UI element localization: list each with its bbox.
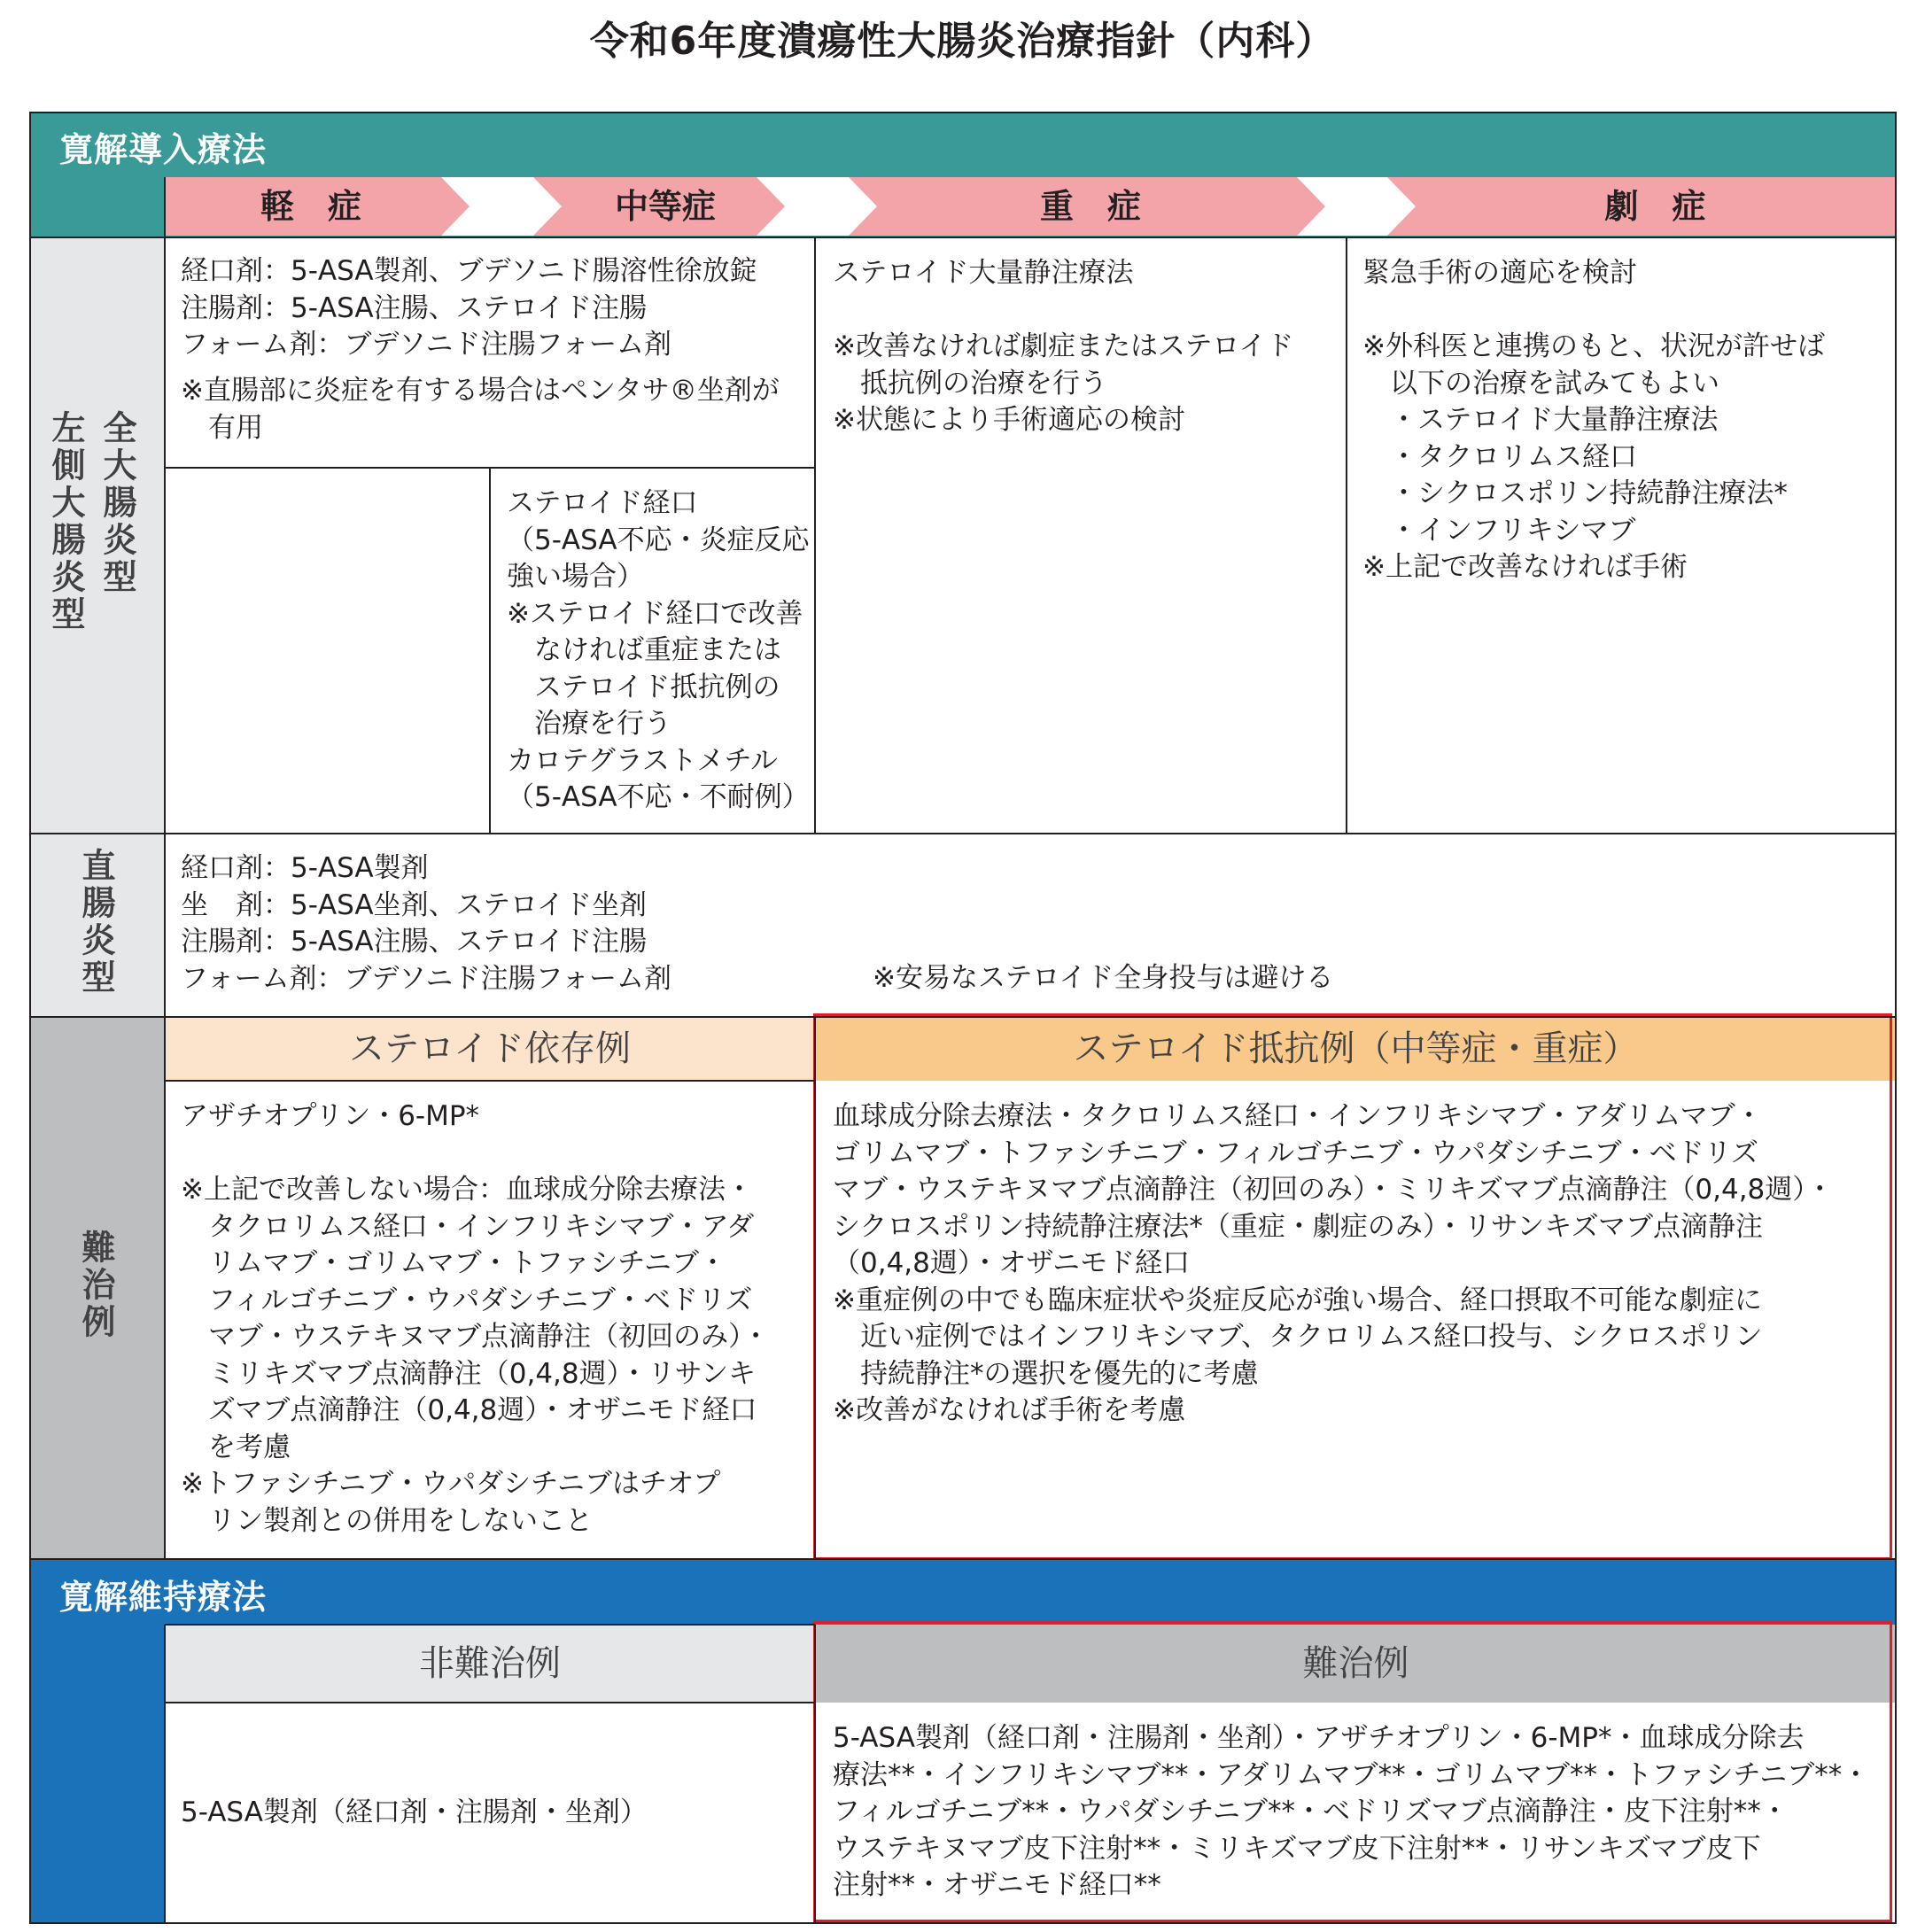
rule-before-proctitis [29, 833, 1897, 834]
rule-side-col-maint [164, 1625, 166, 1924]
total-colitis-label: 全大腸炎型 [97, 410, 136, 596]
mild-moderate-note: ※直腸部に炎症を有する場合はペンタサ®坐剤が 有用 [181, 375, 780, 444]
non-refractory-text: 5-ASA製剤（経口剤・注腸剤・坐剤） [181, 1796, 648, 1828]
induction-label: 寛解導入療法 [59, 130, 268, 169]
maintenance-label: 寛解維持療法 [59, 1578, 268, 1617]
severe-text: ステロイド大量静注療法 ※改善なければ劇症またはステロイド 抵抗例の治療を行う ※状態により手術適応の検討 [833, 257, 1294, 436]
rule-refractory-split [814, 1017, 816, 1559]
rule-before-refractory [29, 1016, 1897, 1018]
mild-moderate-drugs: 経口剤：5-ASA製剤、ブデソニド腸溶性徐放錠 注腸剤：5-ASA注腸、ステロイド注腸 フォーム剤：ブデソニド注腸フォーム剤 [181, 255, 757, 361]
severity-fulminant: 劇 症 [1604, 187, 1706, 226]
rule-mod-severe [814, 237, 816, 834]
rule-under-arrows [29, 237, 1897, 238]
left-colitis-label: 左側大腸炎型 [46, 410, 85, 633]
proctitis-note: ※安易なステロイド全身投与は避ける [873, 962, 1334, 994]
rule-maint-split [814, 1625, 816, 1924]
non-refractory-header: 非難治例 [419, 1643, 561, 1684]
moderate-steroid-text: ステロイド経口 （5-ASA不応・炎症反応 強い場合） ※ステロイド経口で改善 なければ重症または ステロイド抵抗例の 治療を行う カロテグラストメチル （5-ASA不応・不耐例） [507, 487, 810, 813]
steroid-dependent-header: ステロイド依存例 [349, 1028, 631, 1069]
refractory-maint-header: 難治例 [1302, 1643, 1409, 1684]
rule-maint-top [165, 1624, 815, 1626]
proctitis-drugs: 経口剤：5-ASA製剤 坐 剤：5-ASA坐剤、ステロイド坐剤 注腸剤：5-ASA注腸、ステロイド注腸 フォーム剤：ブデソニド注腸フォーム剤 [181, 852, 671, 995]
rule-maint-hdr [165, 1702, 815, 1703]
steroid-resistant-header: ステロイド抵抗例（中等症・重症） [1073, 1028, 1639, 1069]
severity-mild: 軽 症 [260, 187, 361, 226]
rule-before-maintenance [29, 1558, 1897, 1560]
refractory-label: 難治例 [76, 1230, 115, 1341]
refractory-maint-text: 5-ASA製剤（経口剤・注腸剤・坐剤）・アザチオプリン・6-MP*・血球成分除去 療法**・インフリキシマブ**・アダリムマブ**・ゴリムマブ**・トファシチニブ**・ フィルゴチニブ**・ウパダシチニブ**・ベドリズマブ点滴静注・皮下注射**・ ウステキヌマブ皮下注射**・ミリキズマブ皮下注射**・リサンキズマブ皮下 注射**・オザニモド経口** [833, 1722, 1870, 1901]
steroid-resistant-text: 血球成分除去療法・タクロリムス経口・インフリキシマブ・アダリムマブ・ ゴリムマブ・トファシチニブ・フィルゴチニブ・ウパダシチニブ・ベドリズ マブ・ウステキヌマブ点滴静注（初回のみ）・ミリキズマブ点滴静注（0,4,8週）・ シクロスポリン持続静注療法*（重症・劇症のみ）・リサンキズマブ点滴静注 （0,4,8週）・オザニモド経口 ※重症例の中でも臨床症状や炎症反応が強い場合、経口摂取不可能な劇症に 近い症例ではインフリキシマブ、タクロリムス経口投与、シクロスポリン 持続静注*の選択を優先的に考慮 ※改善がなければ手術を考慮 [833, 1100, 1834, 1426]
proctitis-label: 直腸炎型 [76, 848, 115, 997]
fulminant-text: 緊急手術の適応を検討 ※外科医と連携のもと、状況が許せば 以下の治療を試みてもよい ・ステロイド大量静注療法 ・タクロリムス経口 ・シクロスポリン持続静注療法* ・インフリキシマブ ※上記で改善なければ手術 [1362, 257, 1825, 583]
rule-severe-fulminant [1346, 237, 1347, 834]
severity-moderate: 中等症 [614, 187, 716, 226]
rule-under-refractory-hdr [165, 1080, 815, 1082]
rule-side-col [164, 177, 166, 1559]
rule-mild-mod [489, 468, 491, 834]
severity-severe: 重 症 [1039, 187, 1141, 226]
table-border [29, 112, 1897, 1924]
steroid-dependent-text: アザチオプリン・6-MP* ※上記で改善しない場合：血球成分除去療法・ タクロリムス経口・インフリキシマブ・アダ リムマブ・ゴリムマブ・トファシチニブ・ フィルゴチニブ・ウパダシチニブ・ベドリズ マブ・ウステキヌマブ点滴静注（初回のみ）・ ミリキズマブ点滴静注（0,4,8週）・リサンキ ズマブ点滴静注（0,4,8週）・オザニモド経口 を考慮 ※トファシチニブ・ウパダシチニブはチオプ リン製剤との併用をしないこと [181, 1100, 770, 1537]
page-title: 令和6年度潰瘍性大腸炎治療指針（内科） [589, 19, 1336, 64]
